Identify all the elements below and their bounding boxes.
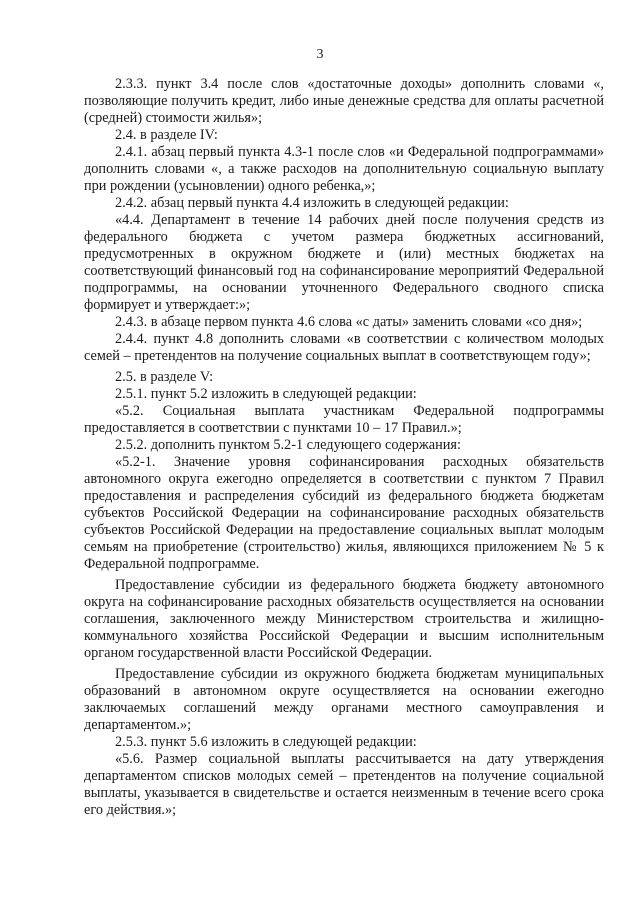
page-number: 3: [316, 47, 324, 62]
paragraph-2-4-4: 2.4.4. пункт 4.8 дополнить словами «в соответствии с количеством молодых семей – претендентов на получение социальных выплат в соответствующем году»;: [84, 331, 604, 364]
paragraph-2-4-2: 2.4.2. абзац первый пункта 4.4 изложить в следующей редакции:: [115, 195, 509, 211]
paragraph-quote-5-6: «5.6. Размер социальной выплаты рассчитывается на дату утверждения департаментом списков молодых семей – претендентов на получение социальной выплаты, указывается в свидетельстве и остается неизменным в течение всего срока его действия.»;: [84, 751, 604, 818]
paragraph-2-5: 2.5. в разделе V:: [115, 369, 214, 385]
document-body: [84, 76, 604, 819]
paragraph-quote-5-2-1: «5.2-1. Значение уровня софинансирования расходных обязательств автономного округа ежегодно определяется в соответствии с пунктом 7 Правил предоставления и распределения субсидий из федерального бюджета бюджетам субъектов Российской Федерации на софинансирование расходных обязательств субъектов Российской Федерации на предоставление социальных выплат молодым семьям на приобретение (строительство) жилья, являющихся приложением № 5 к Федеральной подпрограмме.: [84, 454, 604, 572]
paragraph-2-5-1: 2.5.1. пункт 5.2 изложить в следующей редакции:: [115, 386, 417, 402]
paragraph-quote-5-2: «5.2. Социальная выплата участникам Федеральной подпрограммы предоставляется в соответствии с пунктами 10 – 17 Правил.»;: [84, 403, 604, 436]
paragraph-2-4: 2.4. в разделе IV:: [115, 127, 218, 143]
paragraph-2-5-3: 2.5.3. пункт 5.6 изложить в следующей редакции:: [115, 734, 417, 750]
paragraph-2-3-3: 2.3.3. пункт 3.4 после слов «достаточные доходы» дополнить словами «, позволяющие получить кредит, либо иные денежные средства для оплаты расчетной (средней) стоимости жилья»;: [84, 76, 604, 126]
paragraph-district-subsidy: Предоставление субсидии из окружного бюджета бюджетам муниципальных образований в автономном округе осуществляется на основании ежегодно заключаемых соглашений между органами местного самоуправления и департаментом.»;: [84, 666, 604, 733]
paragraph-2-4-3: 2.4.3. в абзаце первом пункта 4.6 слова «с даты» заменить словами «со дня»;: [115, 314, 583, 330]
paragraph-2-4-1: 2.4.1. абзац первый пункта 4.3-1 после слов «и Федеральной подпрограммами» дополнить словами «, а также расходов на дополнительную социальную выплату при рождении (усыновлении) одного ребенка,»;: [84, 144, 604, 194]
paragraph-quote-4-4: «4.4. Департамент в течение 14 рабочих дней после получения средств из федерального бюджета с учетом размера бюджетных ассигнований, предусмотренных в окружном бюджете и (или) местных бюджетах на соответствующий финансовый год на софинансирование мероприятий Федеральной подпрограммы, на основании уточненного Федерального сводного списка формирует и утверждает:»;: [84, 212, 604, 313]
paragraph-federal-subsidy: Предоставление субсидии из федерального бюджета бюджету автономного округа на софинансирование расходных обязательств осуществляется на основании соглашения, заключенного между Министерством строительства и жилищно-коммунального хозяйства Российской Федерации и высшим исполнительным органом государственной власти Российской Федерации.: [84, 577, 604, 661]
paragraph-2-5-2: 2.5.2. дополнить пунктом 5.2-1 следующего содержания:: [115, 437, 461, 453]
